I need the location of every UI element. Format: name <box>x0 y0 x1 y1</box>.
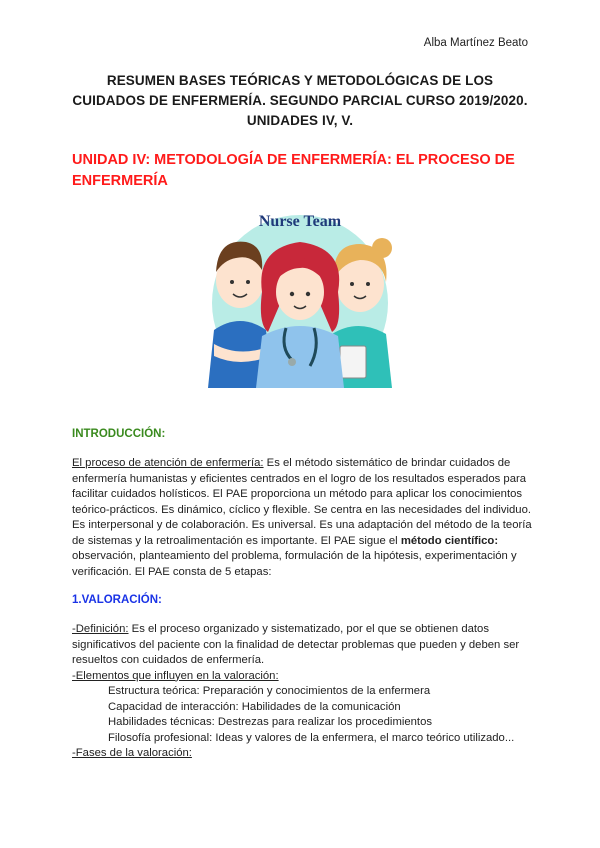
definition-text: Es el proceso organizado y sistematizado, por el que se obtienen datos significativos del paciente con la finalidad de detectar problemas que pueden y deben ser resueltos con cuidados de enfermería. <box>72 623 520 666</box>
valoracion-section <box>72 622 540 762</box>
element-item: Habilidades técnicas: Destrezas para realizar los procedimientos <box>108 716 432 728</box>
definition-label: -Definición: <box>72 623 129 635</box>
nurse-team-image <box>200 208 400 388</box>
introduction-heading: INTRODUCCIÓN: <box>72 428 166 440</box>
introduction-paragraph <box>72 456 540 580</box>
intro-body-1: Es el método sistemático de brindar cuidados de enfermería humanistas y eficientes centrados en el logro de los resultados esperados para facilitar cuidados holísticos. El PAE proporciona un método para aplicar los conocimientos teórico-prácticos. Es dinámico, cíclico y flexible. Se centra en las necesidades del individuo. Es interpersonal y de colaboración. Es universal. Es una adaptación del método de la teoría de sistemas y la retroalimentación es importante. El PAE sigue el <box>72 457 532 547</box>
illustration-caption: Nurse Team <box>258 213 342 230</box>
scientific-method-term: método científico: <box>400 534 499 547</box>
element-item: Capacidad de interacción: Habilidades de la comunicación <box>108 700 401 713</box>
unit-title: UNIDAD IV: METODOLOGÍA DE ENFERMERÍA: EL PROCESO DE ENFERMERÍA <box>72 152 515 189</box>
document-title: RESUMEN BASES TEÓRICAS Y METODOLÓGICAS DE LOS CUIDADOS DE ENFERMERÍA. SEGUNDO PARCIAL CURSO 2019/2020. UNIDADES IV, V. <box>72 73 528 128</box>
author-name: Alba Martínez Beato <box>423 37 528 49</box>
intro-body-2: observación, planteamiento del problema, formulación de la hipótesis, experimentación y verificación. El PAE consta de 5 etapas: <box>72 550 517 578</box>
element-item: Estructura teórica: Preparación y conocimientos de la enfermera <box>108 685 431 697</box>
element-item: Filosofía profesional: Ideas y valores de la enfermera, el marco teórico utilizado... <box>108 731 515 744</box>
definition-paragraph <box>72 622 540 669</box>
nurse-team-illustration <box>200 208 400 388</box>
phases-label: -Fases de la valoración: <box>72 747 192 759</box>
pae-term: El proceso de atención de enfermería: <box>72 457 264 469</box>
valoracion-heading: 1.VALORACIÓN: <box>72 594 162 606</box>
elements-label: -Elementos que influyen en la valoración: <box>72 669 279 682</box>
